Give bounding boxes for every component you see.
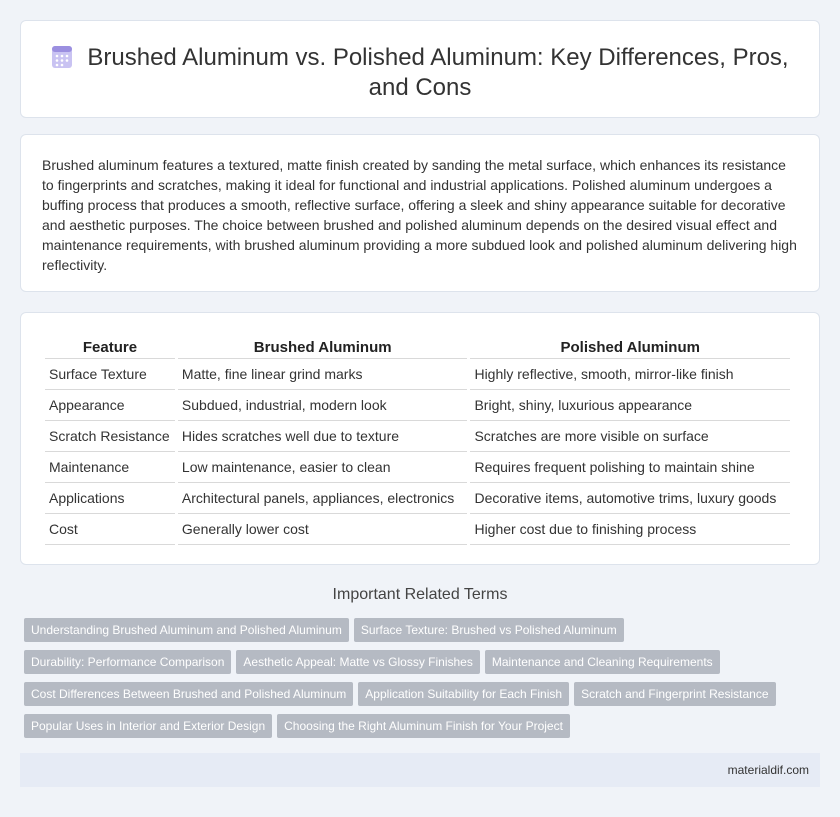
tag-row [24, 682, 824, 714]
table-cell: Highly reflective, smooth, mirror-like finish [470, 359, 790, 390]
related-tag[interactable]: Popular Uses in Interior and Exterior Design [24, 714, 272, 738]
table-cell: Low maintenance, easier to clean [178, 452, 468, 483]
table-cell: Maintenance [45, 452, 175, 483]
table-cell: Subdued, industrial, modern look [178, 390, 468, 421]
related-tags [24, 618, 824, 746]
related-tag[interactable]: Understanding Brushed Aluminum and Polished Aluminum [24, 618, 349, 642]
table-cell: Architectural panels, appliances, electronics [178, 483, 468, 514]
table-row [45, 390, 790, 421]
table-row [45, 359, 790, 390]
comparison-card [20, 312, 820, 565]
tag-row [24, 714, 824, 746]
table-cell: Cost [45, 514, 175, 545]
page-title-text: Brushed Aluminum vs. Polished Aluminum: Key Differences, Pros, and Cons [87, 44, 789, 101]
related-tag[interactable]: Cost Differences Between Brushed and Polished Aluminum [24, 682, 353, 706]
tag-row [24, 618, 824, 650]
table-cell: Requires frequent polishing to maintain shine [470, 452, 790, 483]
footer [20, 753, 820, 787]
tag-row [24, 650, 824, 682]
table-cell: Matte, fine linear grind marks [178, 359, 468, 390]
table-cell: Hides scratches well due to texture [178, 421, 468, 452]
table-row [45, 421, 790, 452]
table-cell: Bright, shiny, luxurious appearance [470, 390, 790, 421]
table-row [45, 452, 790, 483]
footer-site[interactable]: materialdif.com [727, 763, 809, 777]
comparison-table [42, 334, 793, 545]
page-title [51, 43, 789, 103]
related-tag[interactable]: Application Suitability for Each Finish [358, 682, 569, 706]
related-tag[interactable]: Aesthetic Appeal: Matte vs Glossy Finishes [236, 650, 479, 674]
title-wrap [51, 43, 789, 103]
table-cell: Generally lower cost [178, 514, 468, 545]
table-cell: Scratches are more visible on surface [470, 421, 790, 452]
header-brushed: Brushed Aluminum [178, 334, 468, 359]
related-tag[interactable]: Choosing the Right Aluminum Finish for Your Project [277, 714, 570, 738]
intro-card [20, 134, 820, 292]
related-tag[interactable]: Scratch and Fingerprint Resistance [574, 682, 775, 706]
header-feature: Feature [45, 334, 175, 359]
related-tag[interactable]: Durability: Performance Comparison [24, 650, 231, 674]
related-tag[interactable]: Surface Texture: Brushed vs Polished Aluminum [354, 618, 624, 642]
table-cell: Scratch Resistance [45, 421, 175, 452]
table-cell: Surface Texture [45, 359, 175, 390]
related-terms-title: Important Related Terms [332, 586, 508, 603]
header-polished: Polished Aluminum [470, 334, 790, 359]
document-icon [51, 45, 73, 69]
table-cell: Appearance [45, 390, 175, 421]
table-cell: Decorative items, automotive trims, luxury goods [470, 483, 790, 514]
table-row [45, 483, 790, 514]
table-header-row [45, 334, 790, 359]
table-cell: Higher cost due to finishing process [470, 514, 790, 545]
related-tag[interactable]: Maintenance and Cleaning Requirements [485, 650, 720, 674]
table-row [45, 514, 790, 545]
header-card [20, 20, 820, 118]
table-cell: Applications [45, 483, 175, 514]
intro-text: Brushed aluminum features a textured, matte finish created by sanding the metal surface, which enhances its resistance to fingerprints and scratches, making it ideal for functional and industrial applications. Polished aluminum undergoes a buffing process that produces a smooth, reflective surface, offering a sleek and shiny appearance suitable for decorative and aesthetic purposes. The choice between brushed and polished aluminum depends on the desired visual effect and maintenance requirements, with brushed aluminum providing a more subdued look and polished aluminum delivering high reflectivity. [42, 157, 797, 273]
